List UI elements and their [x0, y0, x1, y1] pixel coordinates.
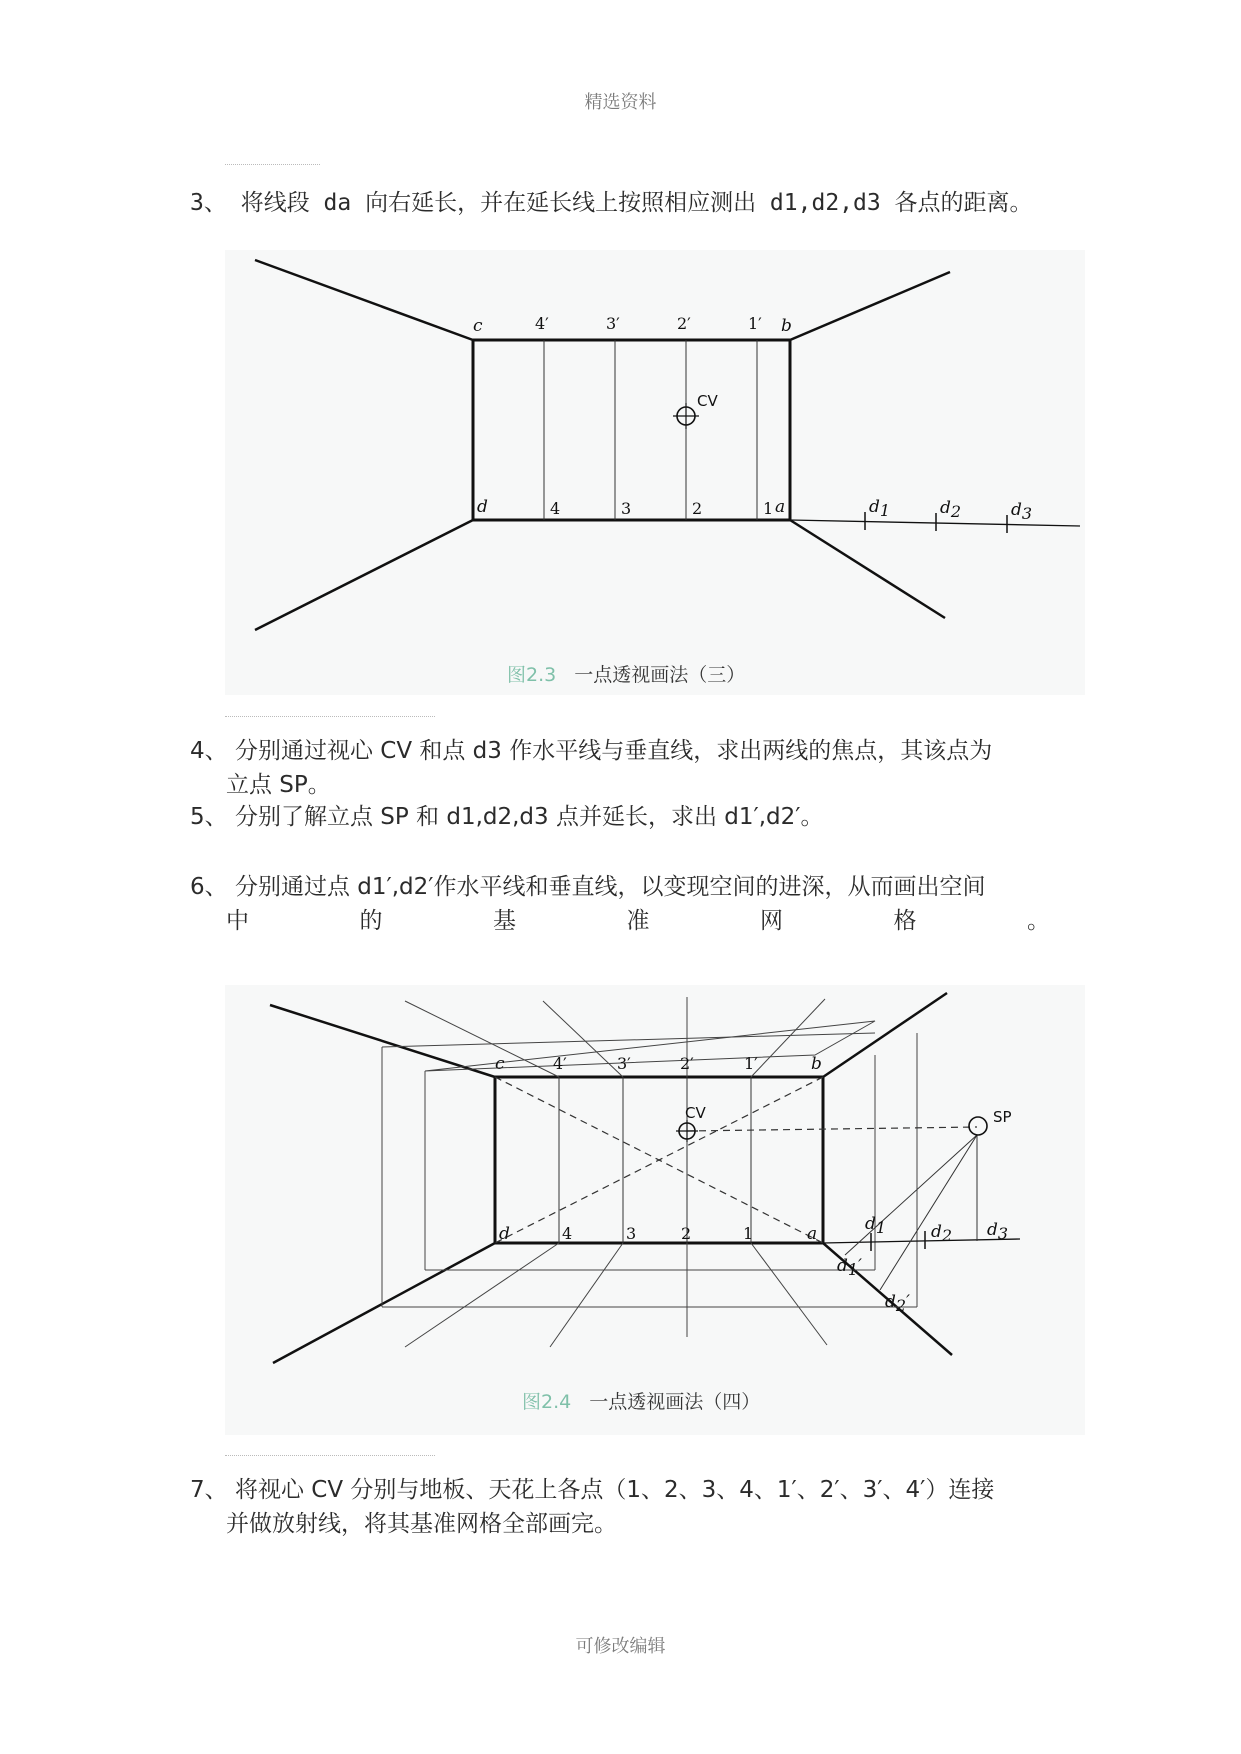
- ceiling-depth-2: [382, 1033, 875, 1047]
- corner-d: d: [477, 497, 488, 517]
- bottom-label-2: 2: [692, 499, 703, 518]
- cv-label: CV: [685, 1104, 706, 1122]
- radial-floor-3: [550, 1243, 623, 1347]
- step-3-text: 3、 将线段 da 向右延长，并在延长线上按照相应测出 d1,d2,d3 各点的距离。: [190, 190, 1033, 216]
- top-label-1p: 1′: [748, 314, 762, 333]
- radial-floor-4: [405, 1243, 559, 1347]
- top-label-1p: 1′: [744, 1054, 758, 1073]
- cv-sp-line: [687, 1127, 977, 1131]
- sp-to-d2p: [880, 1135, 977, 1290]
- floor-left-edge: [255, 520, 473, 630]
- step-4-line-1: 4、 分别通过视心 CV 和点 d3 作水平线与垂直线，求出两线的焦点，其该点为: [190, 738, 993, 764]
- figure-2-4-drawing: [225, 985, 1085, 1435]
- top-label-2p: 2′: [680, 1054, 694, 1073]
- step-6-char: 。: [1027, 908, 1050, 934]
- corner-b: b: [811, 1054, 822, 1074]
- label-d1-prime: d1′: [837, 1256, 862, 1279]
- bottom-label-3: 3: [626, 1224, 637, 1243]
- sp-label: SP: [993, 1108, 1012, 1126]
- corner-a: a: [775, 497, 786, 517]
- top-label-2p: 2′: [677, 314, 691, 333]
- step-6-char: 基: [493, 908, 516, 934]
- figure-2-3: [225, 250, 1085, 695]
- bottom-label-3: 3: [621, 499, 632, 518]
- bottom-label-1: 1: [743, 1224, 754, 1243]
- step-7: [190, 1473, 1050, 1541]
- top-label-3p: 3′: [617, 1054, 631, 1073]
- bottom-label-2: 2: [681, 1224, 692, 1243]
- label-d2: d2: [940, 498, 962, 521]
- figure-2-4: [225, 985, 1085, 1435]
- step-7-line-2: 并做放射线，将其基准网格全部画完。: [226, 1511, 617, 1537]
- bottom-label-4: 4: [562, 1224, 573, 1243]
- sp-to-d1p: [845, 1135, 977, 1255]
- step-6-line-1: 6、 分别通过点 d1′,d2′作水平线和垂直线，以变现空间的进深，从而画出空间: [190, 874, 986, 900]
- back-wall-frame: [473, 340, 790, 520]
- figure-2-4-caption: 图2.4 一点透视画法（四）: [522, 1391, 761, 1413]
- bottom-label-4: 4: [550, 499, 561, 518]
- ceiling-right-edge: [790, 272, 950, 340]
- floor-left-edge: [273, 1243, 495, 1363]
- step-5-text: 5、 分别了解立点 SP 和 d1,d2,d3 点并延长，求出 d1′,d2′。: [190, 804, 824, 830]
- step-6-line-2: [190, 904, 1050, 938]
- step-6-char: 格: [893, 908, 917, 934]
- step-6-char: 中: [226, 908, 249, 934]
- figure-3-rule: [225, 716, 435, 717]
- top-label-4p: 4′: [553, 1054, 567, 1073]
- page-footer: 可修改编辑: [575, 1636, 666, 1657]
- corner-c: c: [473, 316, 483, 336]
- label-d2: d2: [931, 1222, 953, 1245]
- step-6: [190, 870, 1050, 938]
- label-d1: d1: [869, 497, 891, 520]
- top-label-4p: 4′: [535, 314, 549, 333]
- corner-d: d: [499, 1224, 510, 1244]
- corner-c: c: [495, 1054, 505, 1074]
- label-d3: d3: [1011, 500, 1033, 523]
- corner-b: b: [781, 316, 792, 336]
- extension-line: [790, 520, 1080, 526]
- figure-2-3-caption: 图2.3 一点透视画法（三）: [507, 664, 746, 686]
- step-6-char: 网: [760, 908, 783, 934]
- label-d1: d1: [865, 1214, 887, 1237]
- ceiling-right-edge: [823, 993, 947, 1077]
- corner-a: a: [807, 1224, 818, 1244]
- page-header: 精选资料: [584, 92, 657, 113]
- step-3: [190, 186, 1050, 220]
- step-6-char: 的: [359, 908, 383, 934]
- radial-floor-1: [751, 1243, 827, 1345]
- step-5: [190, 800, 1050, 834]
- step-4-line-2: 立点 SP。: [226, 772, 331, 798]
- top-label-3p: 3′: [606, 314, 620, 333]
- ceiling-depth-1: [425, 1021, 875, 1071]
- ceiling-left-edge: [255, 260, 473, 340]
- dashed-diagonals: [495, 1077, 977, 1243]
- step-4: [190, 734, 1050, 802]
- label-d3: d3: [987, 1220, 1009, 1243]
- figure-4-rule: [225, 1455, 435, 1456]
- step-6-char: 准: [626, 908, 650, 934]
- figure-2-3-drawing: [225, 250, 1085, 695]
- floor-right-edge: [790, 520, 945, 618]
- bottom-label-1: 1: [763, 499, 774, 518]
- label-d2-prime: d2′: [885, 1292, 910, 1315]
- sp-marker: [969, 1117, 987, 1135]
- header-rule: [225, 164, 320, 165]
- step-7-line-1: 7、 将视心 CV 分别与地板、天花上各点（1、2、3、4、1′、2′、3′、4′）连接: [190, 1477, 995, 1503]
- radial-ceiling-4: [405, 1001, 559, 1077]
- cv-label: CV: [697, 392, 718, 410]
